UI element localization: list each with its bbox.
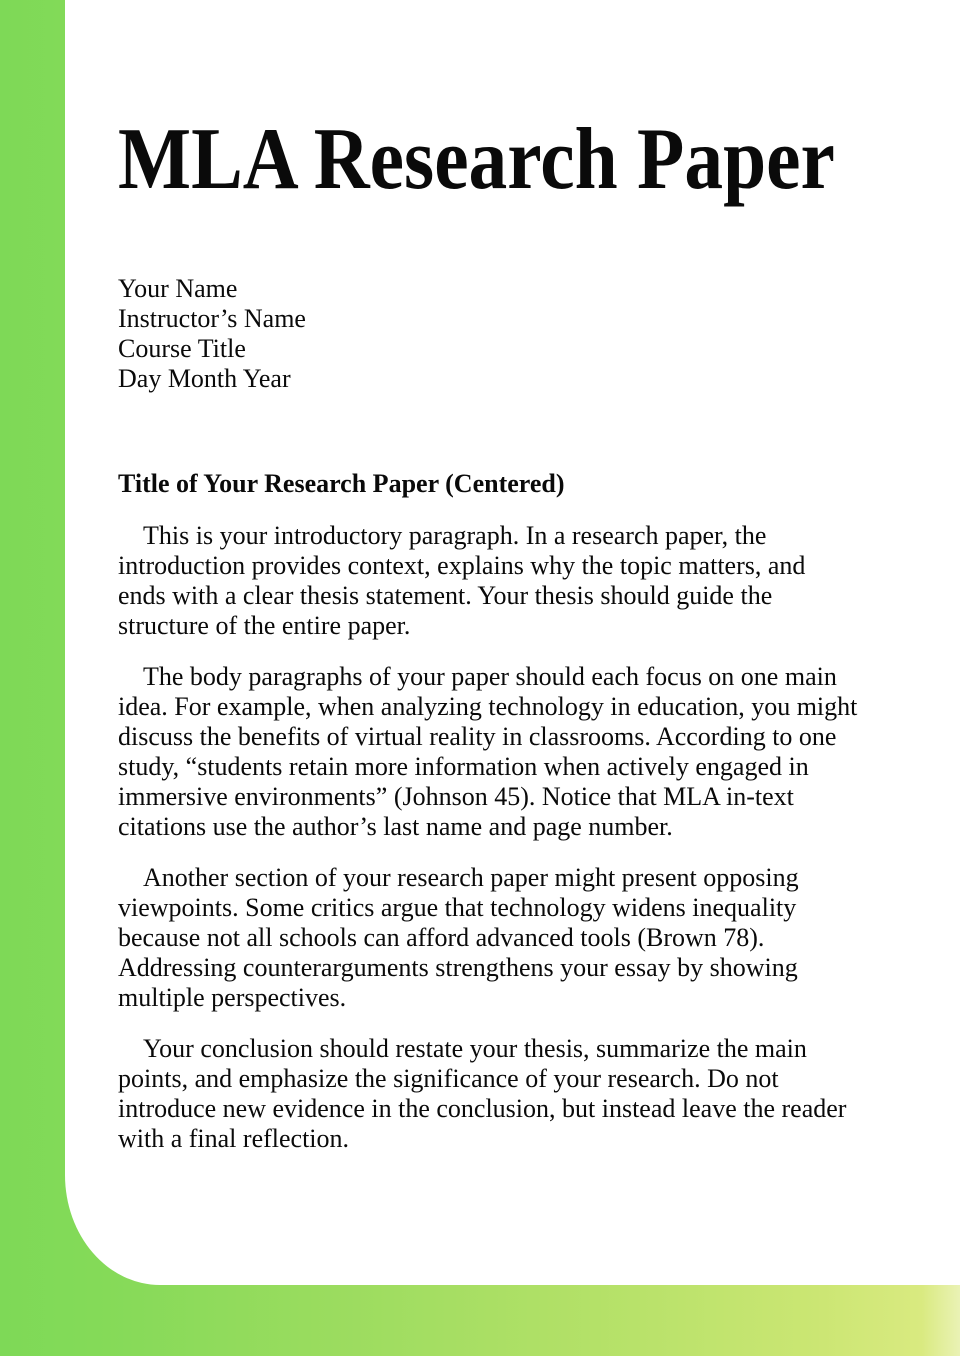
body-paragraph-1: The body paragraphs of your paper should each focus on one main idea. For example, when analyzing technology in education, you might discuss the benefits of virtual reality in classrooms. According to one study, “students retain more information when actively engaged in immersive environments” (Johnson 45). Notice that MLA in-text citations use the author’s last name and page number.: [118, 662, 858, 841]
author-name-line: Your Name: [118, 274, 238, 303]
paper-body: [118, 521, 858, 1154]
document-title: MLA Research Paper: [118, 111, 835, 208]
course-title-line: Course Title: [118, 334, 246, 363]
conclusion-paragraph: Your conclusion should restate your thesis, summarize the main points, and emphasize the significance of your research. Do not introduce new evidence in the conclusion, but instead leave the reader with a final reflection.: [118, 1034, 847, 1153]
paper-title-heading: Title of Your Research Paper (Centered): [118, 469, 565, 498]
date-line: Day Month Year: [118, 364, 291, 393]
intro-paragraph: This is your introductory paragraph. In a research paper, the introduction provides context, explains why the topic matters, and ends with a clear thesis statement. Your thesis should guide the structure of the entire paper.: [118, 521, 806, 640]
instructor-name-line: Instructor’s Name: [118, 304, 306, 333]
mla-header-block: [118, 274, 960, 394]
body-paragraph-2: Another section of your research paper might present opposing viewpoints. Some critics argue that technology widens inequality because not all schools can afford advanced tools (Brown 78). Addressing counterarguments strengthens your essay by showing multiple perspectives.: [118, 863, 799, 1012]
paper-sheet: [65, 0, 960, 1285]
